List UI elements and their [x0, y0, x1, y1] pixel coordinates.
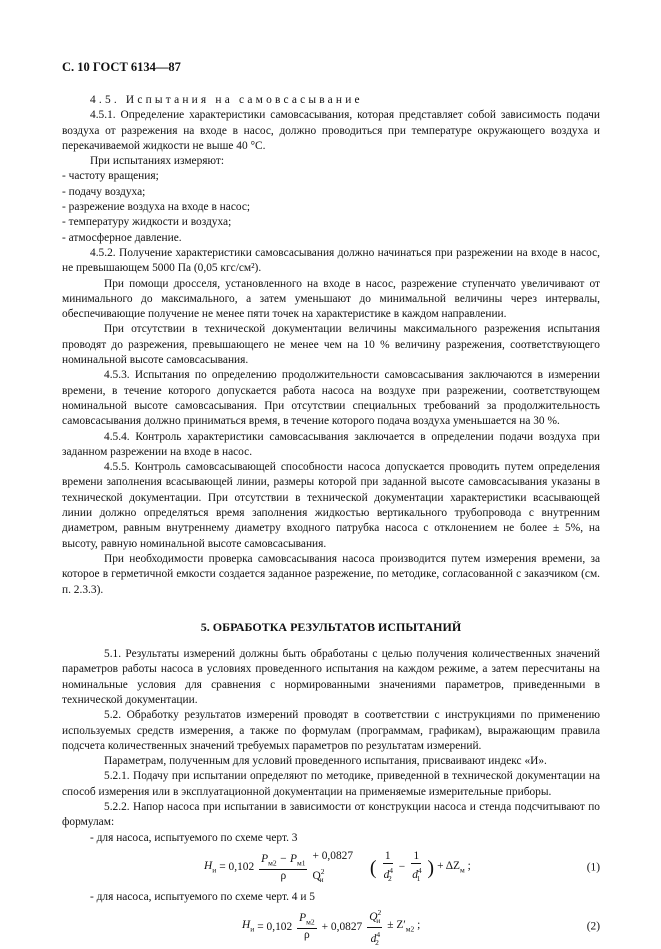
superscript: 2 [320, 866, 325, 876]
symbol-h: H [242, 918, 251, 931]
list-item: - разрежение воздуха на входе в насос; [62, 201, 251, 214]
formula-coef: = 0,102 [257, 920, 293, 933]
formula-2-body [242, 906, 420, 949]
symbol-h: H [204, 859, 213, 872]
symbol-d: d [383, 869, 390, 882]
subscript: м2 [306, 917, 315, 927]
formula-tail [437, 859, 471, 878]
formula-term [312, 849, 366, 888]
formula-lhs [204, 859, 216, 878]
paragraph-4-5-5-b: При необходимости проверка самовсасывания насоса производится путем измерения времени, за которое в герметичной емкости создается заданное разрежение, по методике, согласованной с заказчиком (см. п. 2.3.3). [62, 552, 600, 596]
semicolon: ; [467, 859, 471, 872]
symbol-d: d [412, 869, 418, 882]
symbol-p: P [261, 852, 269, 865]
subscript: и [319, 874, 324, 884]
paragraph-4-5-3: 4.5.3. Испытания по определению продолжительности самовсасывания заключаются в измерении времени, в течение которого допускается работа насоса на воздухе при разрежении, соответствующем номинальной высоте самовсасывания. При отсутствии специальных требований за продолжительность самовсасывания должно приниматься время, в течение которого подача воздуха уменьшается на 30 %. [62, 369, 600, 428]
section-heading-5: 5. ОБРАБОТКА РЕЗУЛЬТАТОВ ИСПЫТАНИЙ [200, 619, 462, 634]
fraction-d1 [410, 850, 422, 885]
fraction-d2 [382, 850, 394, 885]
paren-close: ) [427, 856, 435, 879]
numerator [297, 912, 316, 929]
section-title-text: 4.5. Испытания на самовсасывание [90, 94, 363, 106]
subscript: и [250, 924, 255, 934]
document-body [62, 93, 600, 949]
denominator: ρ [304, 929, 310, 942]
formula-coef: + 0,0827 [321, 920, 363, 933]
semicolon: ; [417, 918, 421, 931]
paragraph-4-5-2: 4.5.2. Получение характеристики самовсасывания должно начинаться при разрежении на входе в насос, не превышающем 5000 Па (0,05 кгс/см²). [62, 246, 600, 275]
subscript: и [212, 864, 217, 874]
superscript: 4 [389, 866, 394, 876]
formula-lhs [242, 918, 254, 937]
formula-2 [62, 905, 600, 949]
numerator [259, 853, 307, 870]
paragraph-5-2: 5.2. Обработку результатов измерений проводят в соответствии с инструкциями по применению используемых средств измерения, а также по формулам (программам, графикам), выражающим правила подсчета количественных значений требуемых параметров по результатам измерений. [62, 709, 600, 752]
formula-coef: = 0,102 [219, 861, 255, 874]
formula-coef: + 0,0827 Q [312, 849, 354, 882]
subscript: м [460, 864, 465, 874]
list-item: - частоту вращения; [62, 170, 159, 183]
symbol-p: − P [276, 852, 297, 865]
superscript: 4 [417, 866, 422, 876]
subscript: и [376, 915, 381, 925]
denominator [382, 864, 394, 885]
list-item: - подачу воздуха; [62, 185, 146, 198]
section-title-4-5 [62, 93, 600, 108]
symbol-p: P [299, 912, 307, 925]
numerator: 1 [384, 850, 391, 863]
paragraph-5-2-1: 5.2.1. Подачу при испытании определяют по методике, приведенной в технической документации на способ измерения или в эксплуатационной документации на применяемые измерительные приборы. [62, 770, 600, 798]
superscript: 4 [376, 929, 381, 939]
paragraph-4-5-4: 4.5.4. Контроль характеристики самовсасывания заключается в определении подачи воздуха при заданном разрежении на входе в насос. [62, 430, 600, 458]
case-1-label: - для насоса, испытуемого по схеме черт. 3 [90, 831, 298, 844]
paragraph-5-2-b: Параметрам, полученным для условий проведенного испытания, присваивают индекс «И». [104, 755, 547, 768]
subscript: 2 [375, 937, 379, 947]
superscript: 2 [377, 907, 382, 917]
paren-open: ( [369, 856, 377, 879]
subscript: 2 [388, 874, 392, 884]
symbol-d: d [370, 932, 377, 945]
numerator: 1 [413, 850, 420, 863]
paragraph-4-5-5: 4.5.5. Контроль самовсасывающей способности насоса допускается проводить путем определения времени заполнения всасывающей линии, размеры которой при заданной высоте самовсасывания указаны в технической документации. При отсутствии в технической документации характеристики всасывающей линии должно определяться время заполнения жидкостью вертикального трубопровода с внутренним диаметром, равным внутреннему диаметру входного патрубка насоса с отклонением не более ± 5%, на высоту, равную номинальной высоте самовсасывания. [62, 461, 600, 550]
formula-tail-text: ± Z′ [387, 918, 406, 931]
fraction-pressure [259, 853, 307, 883]
formula-number: (2) [586, 920, 600, 933]
denominator [410, 864, 422, 885]
formula-tail-text: + ΔZ [437, 859, 461, 872]
paragraph-4-5-2-c: При отсутствии в технической документации величины максимального разрежения испытания проводят до разрежения, превышающего не менее чем на 10 % величину разрежения, соответствующего номинальной высоте самовсасывания. [62, 323, 600, 367]
paragraph-5-2-2: 5.2.2. Напор насоса при испытании в зависимости от конструкции насоса и стенда подсчитывают по формулам: [62, 801, 600, 829]
list-item: - атмосферное давление. [62, 231, 182, 244]
subscript: м2 [405, 924, 415, 934]
symbol-q: Q [369, 910, 378, 923]
page-header: С. 10 ГОСТ 6134—87 [62, 60, 181, 74]
fraction-q-d [367, 906, 382, 949]
fraction-pressure [297, 912, 316, 942]
measure-intro: При испытаниях измеряют: [90, 155, 225, 168]
denominator [369, 928, 381, 949]
formula-tail [387, 918, 420, 937]
paragraph-4-5-1: 4.5.1. Определение характеристики самовсасывания, которая представляет собой зависимость подачи воздуха от разрежения на входе в насос, должно проводиться при температуре окружающего воздуха и перекачиваемой жидкости не выше 40 °С. [62, 109, 600, 152]
formula-number: (1) [586, 861, 600, 874]
case-2-label: - для насоса, испытуемого по схеме черт. 4 и 5 [90, 890, 315, 903]
formula-1 [62, 846, 600, 890]
subscript: м2 [268, 858, 277, 868]
numerator [367, 906, 382, 928]
minus-sign: − [398, 861, 406, 874]
denominator: ρ [280, 870, 287, 883]
paragraph-5-1: 5.1. Результаты измерений должны быть обработаны с целью получения количественных значений параметров работы насоса в условиях проведенного испытания на каждом режиме, а затем пересчитаны на номинальные условия для сравнения с нормированными значениями параметров, приведенными в технической документации. [62, 648, 600, 706]
subscript: м1 [296, 858, 306, 868]
subscript: 1 [416, 874, 421, 884]
list-item: - температуру жидкости и воздуха; [62, 216, 232, 229]
paragraph-4-5-2-b: При помощи дросселя, установленного на входе в насос, разрежение ступенчато увеличивают от минимального до максимального, а затем уменьшают до минимальной величины через интервалы, обеспечивающие получение не менее пяти точек на характеристике в каждом направлении. [62, 277, 600, 321]
formula-1-body [204, 849, 471, 888]
